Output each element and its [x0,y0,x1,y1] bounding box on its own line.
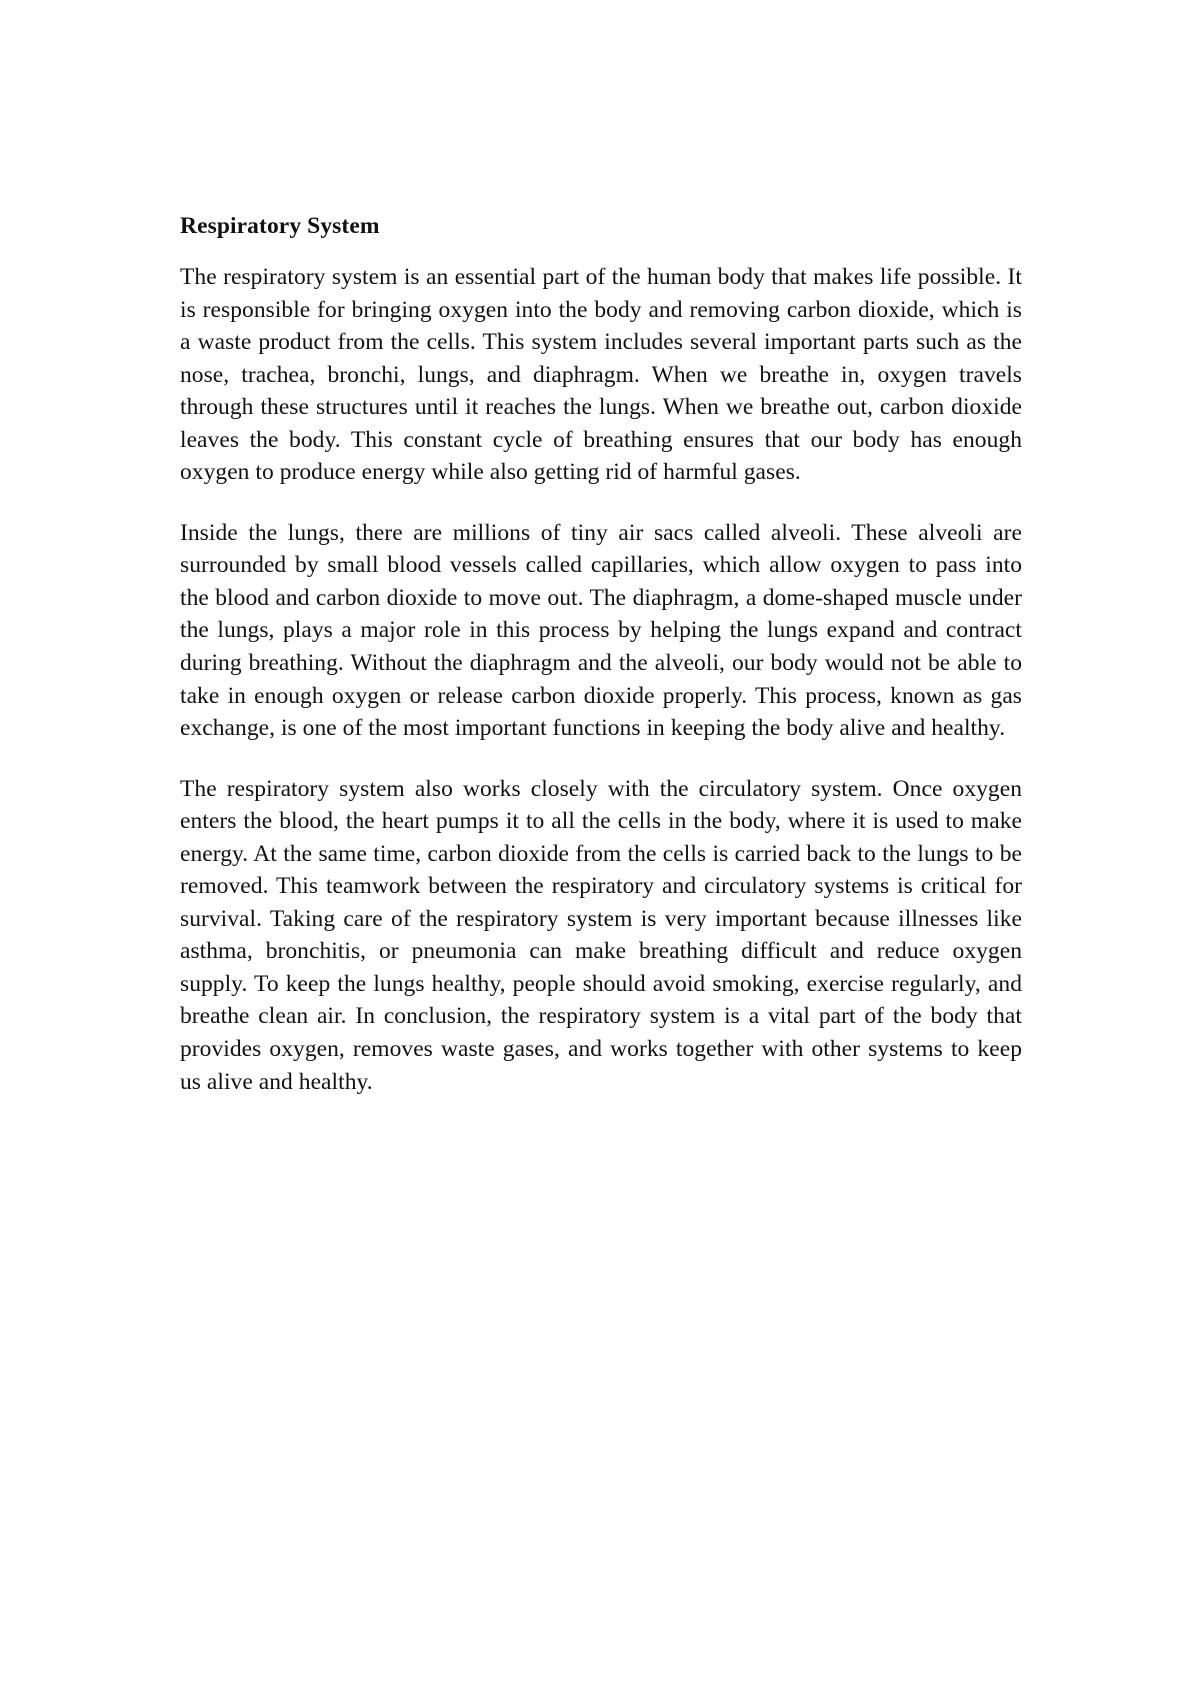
paragraph-2: Inside the lungs, there are millions of tiny air sacs called alveoli. These alveoli are surrounded by small blood vessels called capillaries, which allow oxygen to pass into the blood and carbon dioxide to move out. The diaphragm, a dome-shaped muscle under the lungs, plays a major role in this process by helping the lungs expand and contract during breathing. Without the diaphragm and the alveoli, our body would not be able to take in enough oxygen or release carbon dioxide properly. This process, known as gas exchange, is one of the most important functions in keeping the body alive and healthy. [180,519,1022,742]
paragraph-1: The respiratory system is an essential part of the human body that makes life possible. It is responsible for bringing oxygen into the body and removing carbon dioxide, which is a waste product from the cells. This system includes several important parts such as the nose, trachea, bronchi, lungs, and diaphragm. When we breathe in, oxygen travels through these structures until it reaches the lungs. When we breathe out, carbon dioxide leaves the body. This constant cycle of breathing ensures that our body has enough oxygen to produce energy while also getting rid of harmful gases. [180,264,1022,486]
paragraph-3: The respiratory system also works closely with the circulatory system. Once oxygen enters the blood, the heart pumps it to all the cells in the body, where it is used to make energy. At the same time, carbon dioxide from the cells is carried back to the lungs to be removed. This teamwork between the respiratory and circulatory systems is critical for survival. Taking care of the respiratory system is very important because illnesses like asthma, bronchitis, or pneumonia can make breathing difficult and reduce oxygen supply. To keep the lungs healthy, people should avoid smoking, exercise regularly, and breathe clean air. In conclusion, the respiratory system is a vital part of the body that provides oxygen, removes waste gases, and works together with other systems to keep us alive and healthy. [180,775,1022,1095]
document-body [180,206,1022,1098]
document-title: Respiratory System [180,213,380,239]
